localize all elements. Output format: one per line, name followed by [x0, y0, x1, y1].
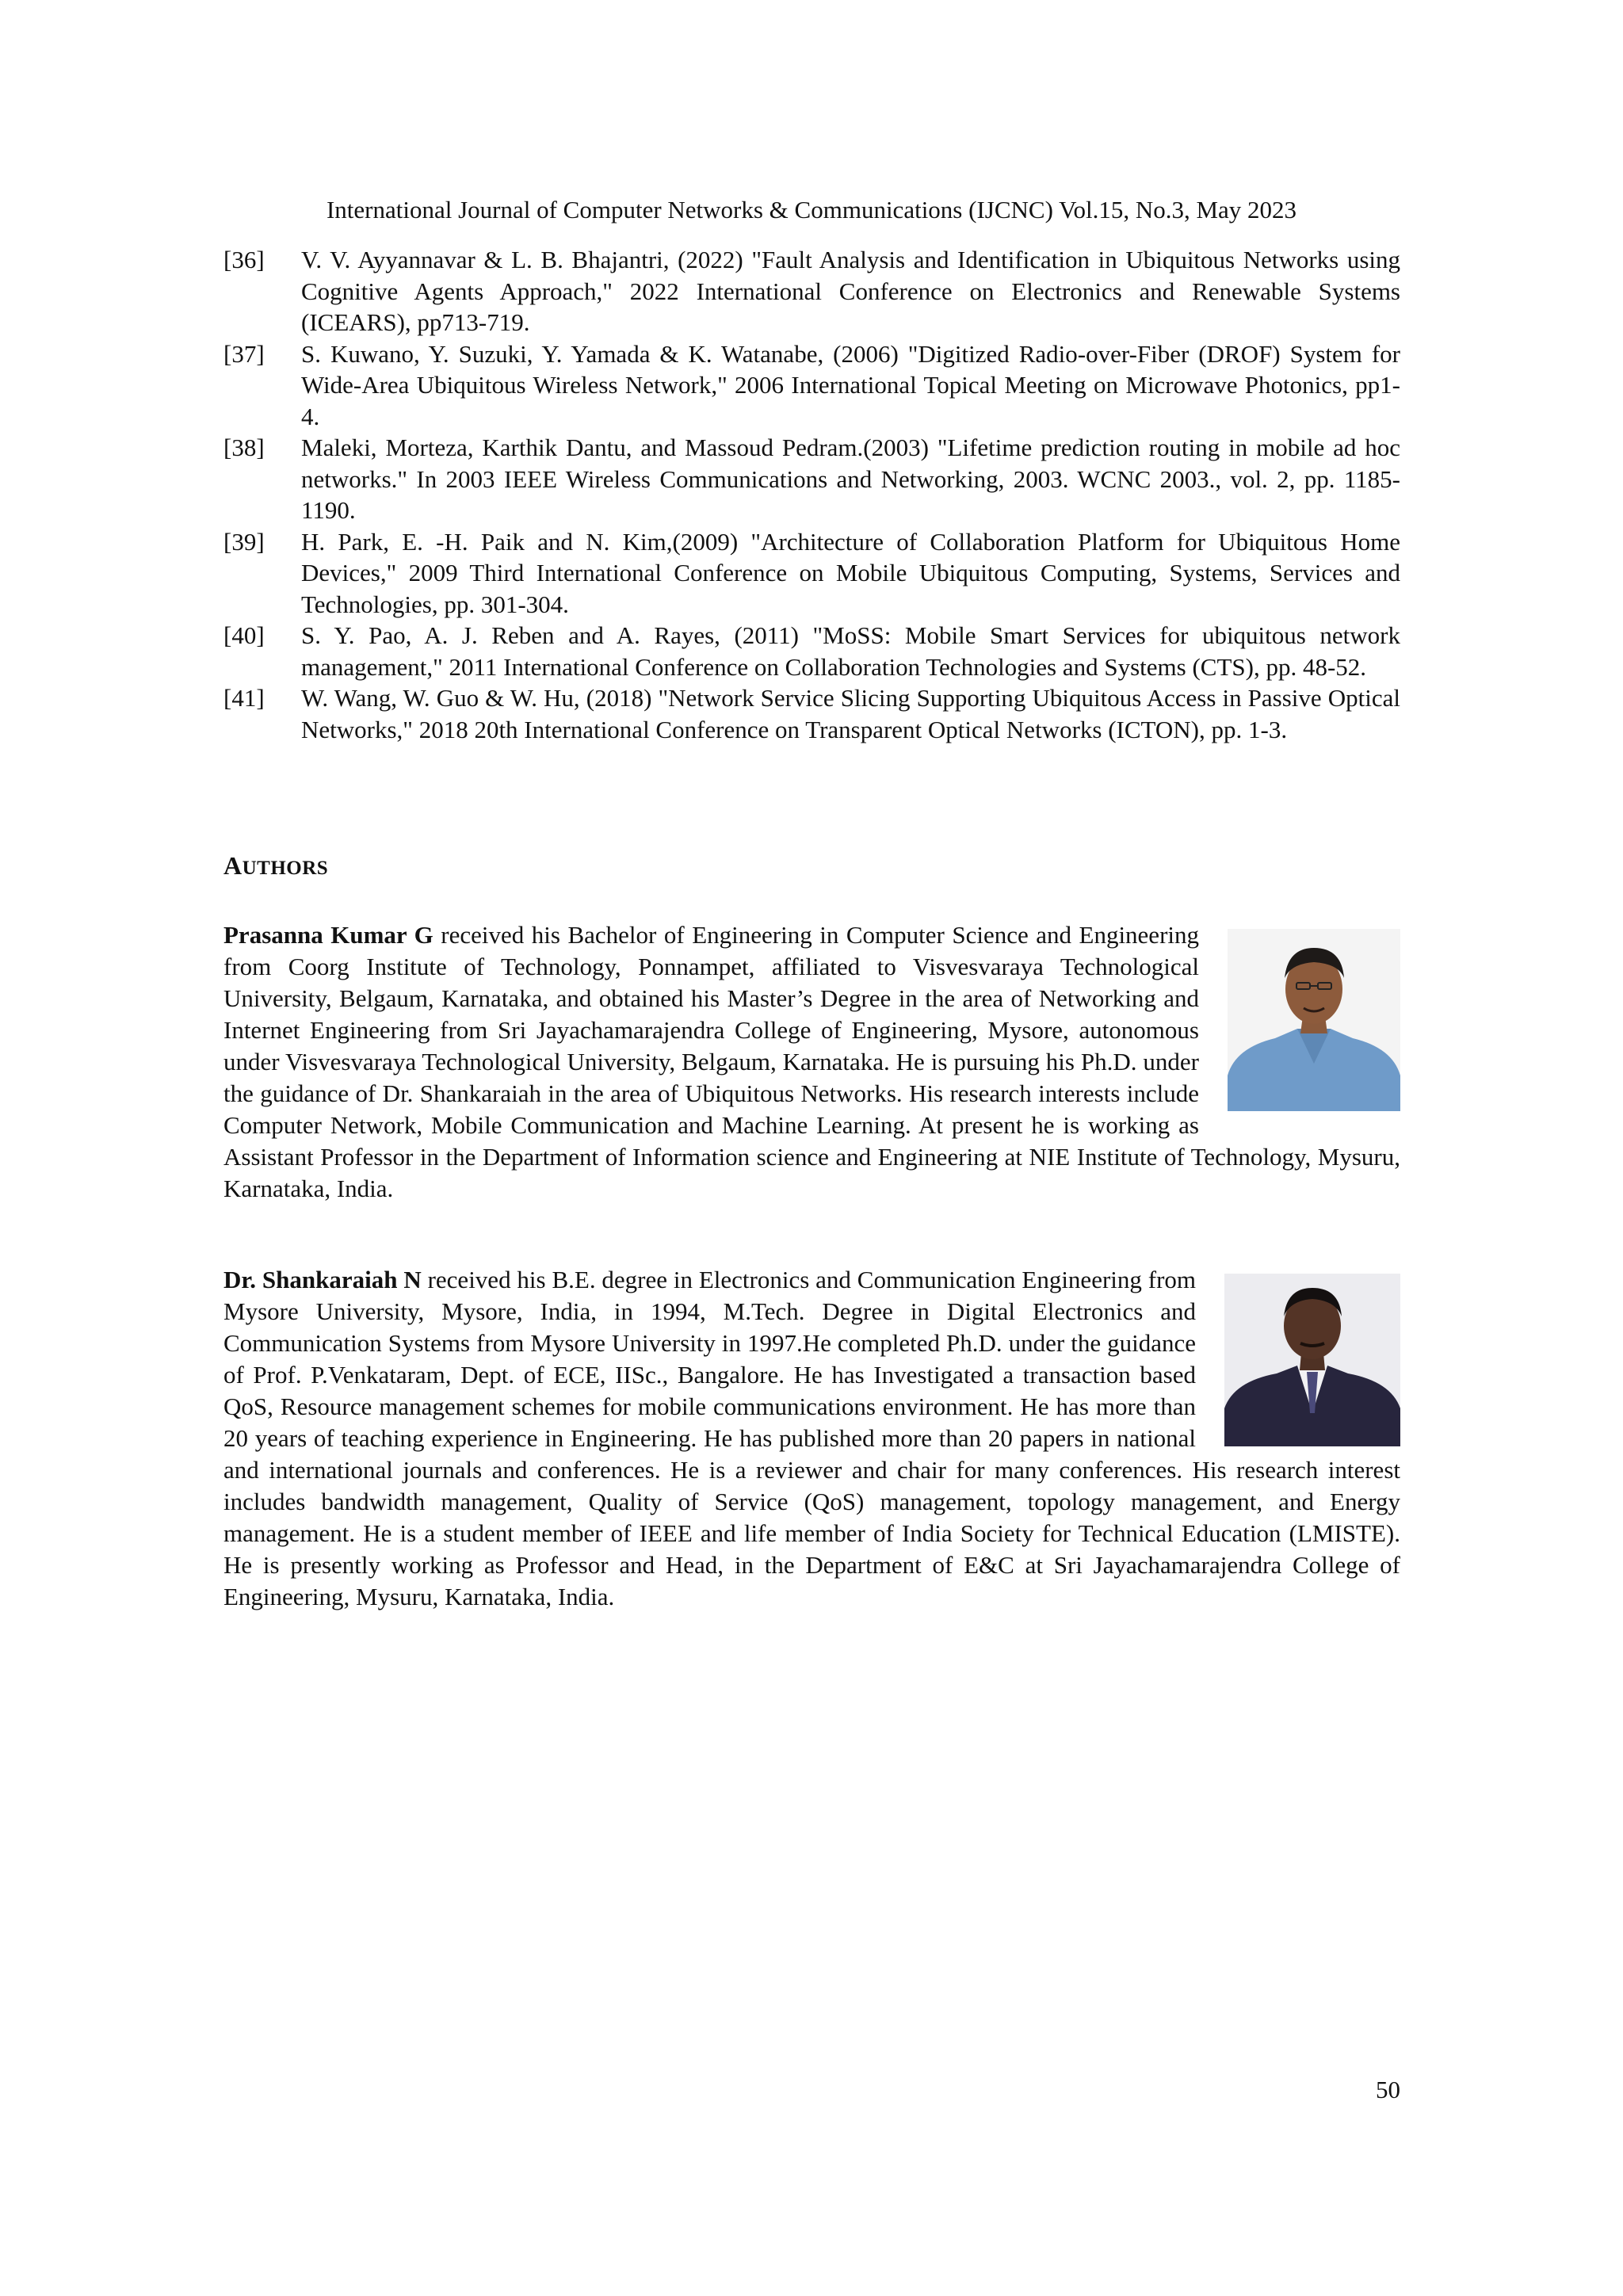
reference-item	[223, 682, 1400, 745]
reference-item	[223, 526, 1400, 621]
author-photo	[1224, 1274, 1400, 1446]
reference-number: [40]	[223, 621, 265, 649]
reference-item	[223, 244, 1400, 338]
author-photo	[1228, 929, 1400, 1111]
reference-text: S. Y. Pao, A. J. Reben and A. Rayes, (2011) "MoSS: Mobile Smart Services for ubiquitous network management," 2011 International Conference on Collaboration Technologies and Systems (CTS), pp. 48-52.	[301, 621, 1400, 681]
author-name: Prasanna Kumar G	[223, 921, 433, 949]
reference-number: [39]	[223, 527, 265, 556]
reference-text: V. V. Ayyannavar & L. B. Bhajantri, (2022) "Fault Analysis and Identification in Ubiquitous Networks using Cognitive Agents Approach," 2022 International Conference on Electronics and Renewable Systems (ICEARS), pp713-719.	[301, 246, 1400, 336]
reference-text: W. Wang, W. Guo & W. Hu, (2018) "Network Service Slicing Supporting Ubiquitous Access in Passive Optical Networks," 2018 20th International Conference on Transparent Optical Networks (ICTON), pp. 1-3.	[301, 684, 1400, 743]
author-bio-text: received his Bachelor of Engineering in Computer Science and Engineering from Coorg Institute of Technology, Ponnampet, affiliated to Visvesvaraya Technological University, Belgaum, Karnataka, and obtained his Master’s Degree in the area of Networking and Internet Engineering from Sri Jayachamarajendra College of Engineering, Mysore, autonomous under Visvesvaraya Technological University, Belgaum, Karnataka. He is pursuing his Ph.D. under the guidance of Dr. Shankaraiah in the area of Ubiquitous Networks. His research interests include Computer Network, Mobile Communication and Machine Learning. At present he is working as Assistant Professor in the Department of Information science and Engineering at NIE Institute of Technology, Mysuru, Karnataka, India.	[223, 921, 1400, 1202]
reference-number: [38]	[223, 434, 265, 461]
reference-item	[223, 620, 1400, 682]
reference-item	[223, 432, 1400, 526]
author-bio	[223, 919, 1400, 1205]
reference-text: S. Kuwano, Y. Suzuki, Y. Yamada & K. Watanabe, (2006) "Digitized Radio-over-Fiber (DROF) System for Wide-Area Ubiquitous Wireless Network," 2006 International Topical Meeting on Microwave Photonics, pp1-4.	[301, 339, 1400, 430]
running-header: International Journal of Computer Networks & Communications (IJCNC) Vol.15, No.3, May 2023	[326, 196, 1297, 223]
reference-text: Maleki, Morteza, Karthik Dantu, and Massoud Pedram.(2003) "Lifetime prediction routing in mobile ad hoc networks." In 2003 IEEE Wireless Communications and Networking, 2003. WCNC 2003., vol. 2, pp. 1185-1190.	[301, 434, 1400, 524]
authors-heading-initial: A	[223, 851, 242, 880]
author-name: Dr. Shankaraiah N	[223, 1266, 422, 1293]
authors-heading-rest: UTHORS	[242, 858, 329, 879]
reference-list	[223, 244, 1400, 745]
reference-number: [36]	[223, 246, 265, 273]
reference-number: [37]	[223, 339, 265, 368]
reference-text: H. Park, E. -H. Paik and N. Kim,(2009) "Architecture of Collaboration Platform for Ubiquitous Home Devices," 2009 Third International Conference on Mobile Ubiquitous Computing, Systems, Services and Technologies, pp. 301-304.	[301, 527, 1400, 618]
author-bio-text: received his B.E. degree in Electronics and Communication Engineering from Mysore University, Mysore, India, in 1994, M.Tech. Degree in Digital Electronics and Communication Systems from Mysore University in 1997.He completed Ph.D. under the guidance of Prof. P.Venkataram, Dept. of ECE, IISc., Bangalore. He has Investigated a transaction based QoS, Resource management schemes for mobile communications environment. He has more than 20 years of teaching experience in Engineering. He has published more than 20 papers in national and international journals and conferences. He is a reviewer and chair for many conferences. His research interest includes bandwidth management, Quality of Service (QoS) management, topology management, and Energy management. He is a student member of IEEE and life member of India Society for Technical Education (LMISTE). He is presently working as Professor and Head, in the Department of E&C at Sri Jayachamarajendra College of Engineering, Mysuru, Karnataka, India.	[223, 1266, 1400, 1610]
authors-heading	[223, 850, 328, 884]
reference-number: [41]	[223, 684, 265, 712]
author-bio	[223, 1264, 1400, 1613]
page-number: 50	[1376, 2076, 1400, 2103]
reference-item	[223, 338, 1400, 433]
